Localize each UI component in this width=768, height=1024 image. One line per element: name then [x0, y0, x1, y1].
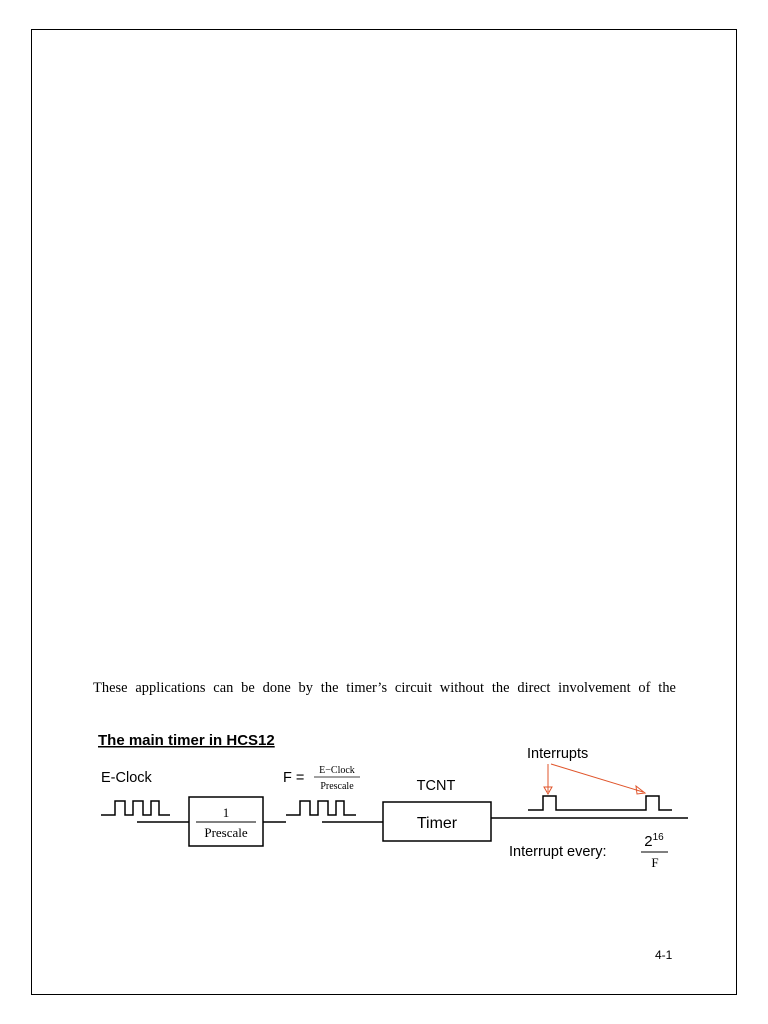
prescaler-denominator: Prescale — [204, 825, 248, 840]
timer-label: Timer — [416, 815, 458, 832]
freq-numerator: E−Clock — [319, 765, 355, 776]
eclock-label: E-Clock — [101, 770, 152, 786]
tcnt-label: TCNT — [416, 778, 456, 794]
period-base: 2 — [644, 833, 653, 850]
interrupt-every-label: Interrupt every: — [509, 844, 607, 860]
body-paragraph: These applications can be done by the timer’s circuit without the direct involvement of the — [93, 680, 676, 696]
prescaled-pulse-train — [286, 801, 356, 815]
page-number: 4-1 — [655, 948, 673, 962]
period-exponent: 16 — [652, 832, 664, 843]
figure-title: The main timer in HCS12 — [98, 732, 275, 749]
interrupt-pulse-train — [528, 796, 672, 810]
period-denominator: F — [651, 855, 659, 870]
interrupt-arrow-2 — [551, 764, 643, 792]
freq-lhs: F = — [283, 770, 305, 786]
prescaler-numerator: 1 — [222, 805, 230, 820]
period-numerator — [644, 832, 664, 850]
freq-denominator: Prescale — [320, 781, 354, 792]
eclock-pulse-train — [101, 801, 170, 815]
interrupts-label: Interrupts — [527, 746, 589, 762]
